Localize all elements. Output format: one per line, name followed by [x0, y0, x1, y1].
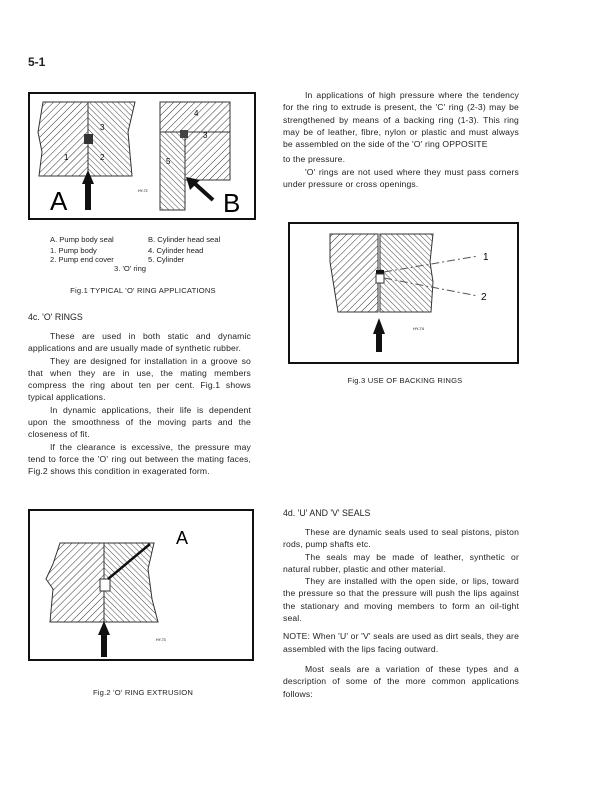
paragraph: 'O' rings are not used where they must pass corners under pressure or cross openings.: [283, 166, 519, 190]
paragraph: These are used in both static and dynamic applications and are usually made of synthetic rubber.: [28, 331, 251, 354]
fig3-code: HY-74: [413, 326, 424, 331]
section-4c-heading: 4c. 'O' RINGS: [28, 312, 83, 322]
legend-item: B. Cylinder head seal: [148, 235, 221, 244]
fig1-label-3a: 3: [100, 123, 105, 132]
legend-item: 4. Cylinder head: [148, 246, 204, 255]
fig1-label-b: B: [223, 188, 241, 218]
paragraph: They are designed for installation in a groove so that when they are in use, the mating members compress the ring about ten per cent. Fig.1 shows typical applications.: [28, 355, 251, 403]
figure-2-diagram: [28, 509, 256, 665]
fig1-code: HY-72: [138, 189, 148, 193]
fig1-caption: Fig.1 TYPICAL 'O' RING APPLICATIONS: [70, 286, 216, 295]
fig2-caption: Fig.2 'O' RING EXTRUSION: [92, 688, 194, 697]
paragraph: In dynamic applications, their life is dependent upon the smoothness of the moving parts and the closeness of fit.: [28, 404, 251, 440]
section-4d-body: [283, 526, 519, 700]
paragraph: In applications of high pressure where the tendency for the ring to extrude is present, the 'C' ring (2-3) may be strengthened by means of a backing ring (1-3). This ring may be of leather, fibre, nylon or plastic and must always be assembled on the side of the 'O' ring OPPOSITE: [283, 90, 519, 150]
page-number: 5-1: [28, 55, 46, 69]
fig3-label-1: 1: [483, 252, 489, 263]
note: NOTE: When 'U' or 'V' seals are used as dirt seals, they are assembled with the lips facing outward.: [283, 631, 519, 654]
fig1-label-1: 1: [64, 153, 69, 162]
legend-item: 1. Pump body: [50, 246, 97, 255]
right-top-body: [283, 89, 519, 190]
fig3-caption: Fig.3 USE OF BACKING RINGS: [347, 376, 463, 385]
paragraph: The seals may be made of leather, synthetic or natural rubber, plastic and other material.: [283, 551, 519, 574]
paragraph: They are installed with the open side, or lips, toward the pressure so that the pressure will push the lips against the stationary and moving members to form an oil-tight seal.: [283, 576, 519, 624]
fig1-label-4: 4: [194, 109, 199, 118]
fig2-label-a: A: [176, 528, 189, 548]
fig1-label-3b: 3: [203, 131, 208, 140]
paragraph: Most seals are a variation of these types and a description of some of the more common applications follows:: [283, 663, 519, 699]
section-4c-body: [28, 330, 251, 478]
fig1-legend: [50, 235, 250, 277]
paragraph: These are dynamic seals used to seal pistons, piston rods, pump shafts etc.: [283, 527, 519, 550]
fig1-label-2: 2: [100, 153, 105, 162]
paragraph: If the clearance is excessive, the pressure may tend to force the 'O' ring out between the mating faces, Fig.2 shows this condition in exagerated form.: [28, 441, 251, 477]
fig1-label-5: 5: [166, 157, 171, 166]
section-4d-heading: 4d. 'U' AND 'V' SEALS: [283, 508, 371, 518]
legend-item: 5. Cylinder: [148, 255, 185, 264]
figure-1-diagram: [28, 92, 258, 222]
legend-item: 3. 'O' ring: [114, 264, 147, 273]
fig1-label-a: A: [50, 186, 68, 216]
legend-item: 2. Pump end cover: [50, 255, 114, 264]
paragraph: to the pressure.: [283, 154, 346, 165]
fig3-label-2: 2: [481, 292, 487, 303]
figure-3-diagram: [288, 222, 522, 367]
legend-item: A. Pump body seal: [50, 235, 114, 244]
fig2-code: HY-73: [156, 638, 166, 642]
